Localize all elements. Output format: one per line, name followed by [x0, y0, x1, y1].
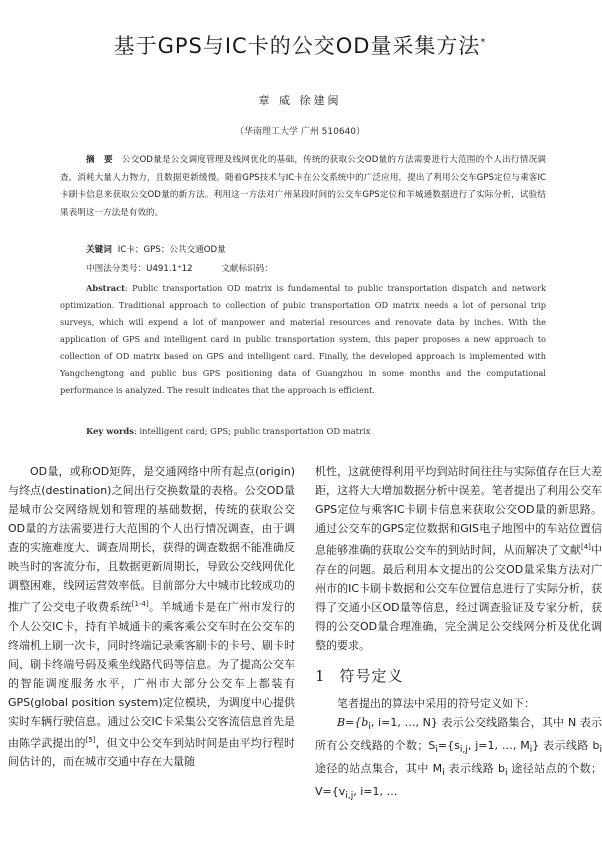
title-footnote-mark: * — [480, 37, 487, 48]
section-title: 符号定义 — [339, 666, 404, 685]
section-heading — [315, 667, 602, 686]
symbols-definition: $B=\{b_i$, i=1, …, N} 表示公交线路集合，其中 N 表示所有公交线路的个数；$S_i=\{s_{i,j}$, j=1, …, $M_i$} 表示线路 $b_i$ 途径的站点集合，其中 $M_i$ 表示线路 $b_i$ 途径站点的个数；$V=\{v_{i,j}$, i=1, … — [315, 715, 602, 802]
classification — [86, 262, 273, 274]
citation: [4] — [581, 543, 591, 551]
citation: [5] — [85, 735, 96, 744]
keywords-cn-label: 关键词 — [86, 245, 112, 255]
doc-code-label: 文献标识码： — [221, 264, 273, 274]
citation: [1-4] — [131, 600, 149, 608]
classification-value: U491.1⁺12 — [146, 264, 193, 274]
intro-paragraph: OD量，或称OD矩阵，是交通网络中所有起点(origin)与终点(destination)之间出行交换数量的表格。公交OD量是城市公交网络规划和管理的基础数据，传统的获取公交OD量的方法需要进行大范围的个人出行情况调查，由于调查的实施难度大、调查周期长，获得的调查数据不能准确反映当时的客流分布，且数据更新周期长，导致公交线网优化调整困难，线网运营效率低。目前部分大中城市比较成功的推广了公交电子收费系统[1-4]。羊城通卡是在广州市发行的个人公交IC卡，持有羊城通卡的乘客乘公交车时在公交车的终端机上刷一次卡，同时终端记录乘客刷卡的卡号、刷卡时间、刷卡终端号码及乘坐线路代码等信息。为了提高公交车的智能调度服务水平，广州市大部分公交车上都装有GPS(global position system)定位模块，为调度中心提供实时车辆行驶信息。通过公交IC卡采集公交客流信息首先是由陈学武提出的[5]，但文中公交车到站时间是由平均行程时间估计的，而在城市交通中存在大量随 — [8, 465, 296, 769]
paper-title: 基于GPS与IC卡的公交OD量采集方法* — [113, 34, 487, 58]
abstract-en — [60, 280, 546, 399]
left-column — [8, 462, 295, 771]
abstract-cn — [60, 152, 546, 222]
classification-label: 中图法分类号： — [86, 264, 147, 274]
keywords-en — [86, 426, 370, 436]
keywords-cn-text: IC卡；GPS；公共交通OD量 — [117, 245, 226, 255]
keywords-en-text: : intelligent card; GPS; public transportation OD matrix — [133, 426, 371, 436]
authors: 章 威 徐建闽 — [258, 94, 342, 107]
abstract-cn-text: 公交OD量是公交调度管理及线网优化的基础，传统的获取公交OD量的方法需要进行大范围的个人出行情况调查，消耗大量人力物力，且数据更新缓慢。随着GPS技术与IC卡在公交系统中的广泛应用，提出了利用公交车GPS定位与乘客IC卡刷卡信息来获取公交OD量的新方法。利用这一方法对广州某段时间的公交车GPS定位和羊城通数据进行了实际分析，试验结果表明这一方法是有效的。 — [60, 155, 546, 218]
affiliation: （华南理工大学 广州 510640） — [234, 127, 366, 137]
right-column — [315, 462, 602, 805]
intro-paragraph-cont: 机性，这就使得利用平均到站时间往往与实际值存在巨大差距，这将大大增加数据分析中误差。笔者提出了利用公交车GPS定位与乘客IC卡刷卡信息来获取公交OD量的新思路。通过公交车的GPS定位数据和GIS电子地图中的车站位置信息能够准确的获取公交车的到站时间，从而解决了文献[4]中存在的问题。最后利用本文提出的公交OD量采集方法对广州市的IC卡刷卡数据和公交车位置信息进行了实际分析，获得了交通小区OD量等信息，经过调查验证及专家分析，获得的公交OD量合理准确，完全满足公交线网分析及优化调整的要求。 — [315, 465, 602, 652]
abstract-en-label: Abstract — [86, 283, 125, 293]
section-number: 1 — [315, 666, 326, 685]
symbols-intro: 笔者提出的算法中采用的符号定义如下： — [337, 696, 535, 710]
abstract-cn-label: 摘 要 — [86, 155, 116, 165]
keywords-cn — [86, 243, 226, 255]
keywords-en-label: Key words — [86, 426, 134, 436]
abstract-en-text: : Public transportation OD matrix is fundamental to public transportation dispatch and network optimization. Traditional approach to collection of pubic transportation OD matrix needs a lot of personal trip surveys, which will expend a lot of manpower and material resources and renovate data by inches. With the application of GPS and intelligent card in public transportation system, this paper proposes a new approach to collection of OD matrix based on GPS and intelligent card. Finally, the developed approach is implemented with Yangchengtong and public bus GPS positioning data of Guangzhou in some months and the computational performance is analyzed. The result indicates that the approach is efficient. — [60, 283, 546, 395]
